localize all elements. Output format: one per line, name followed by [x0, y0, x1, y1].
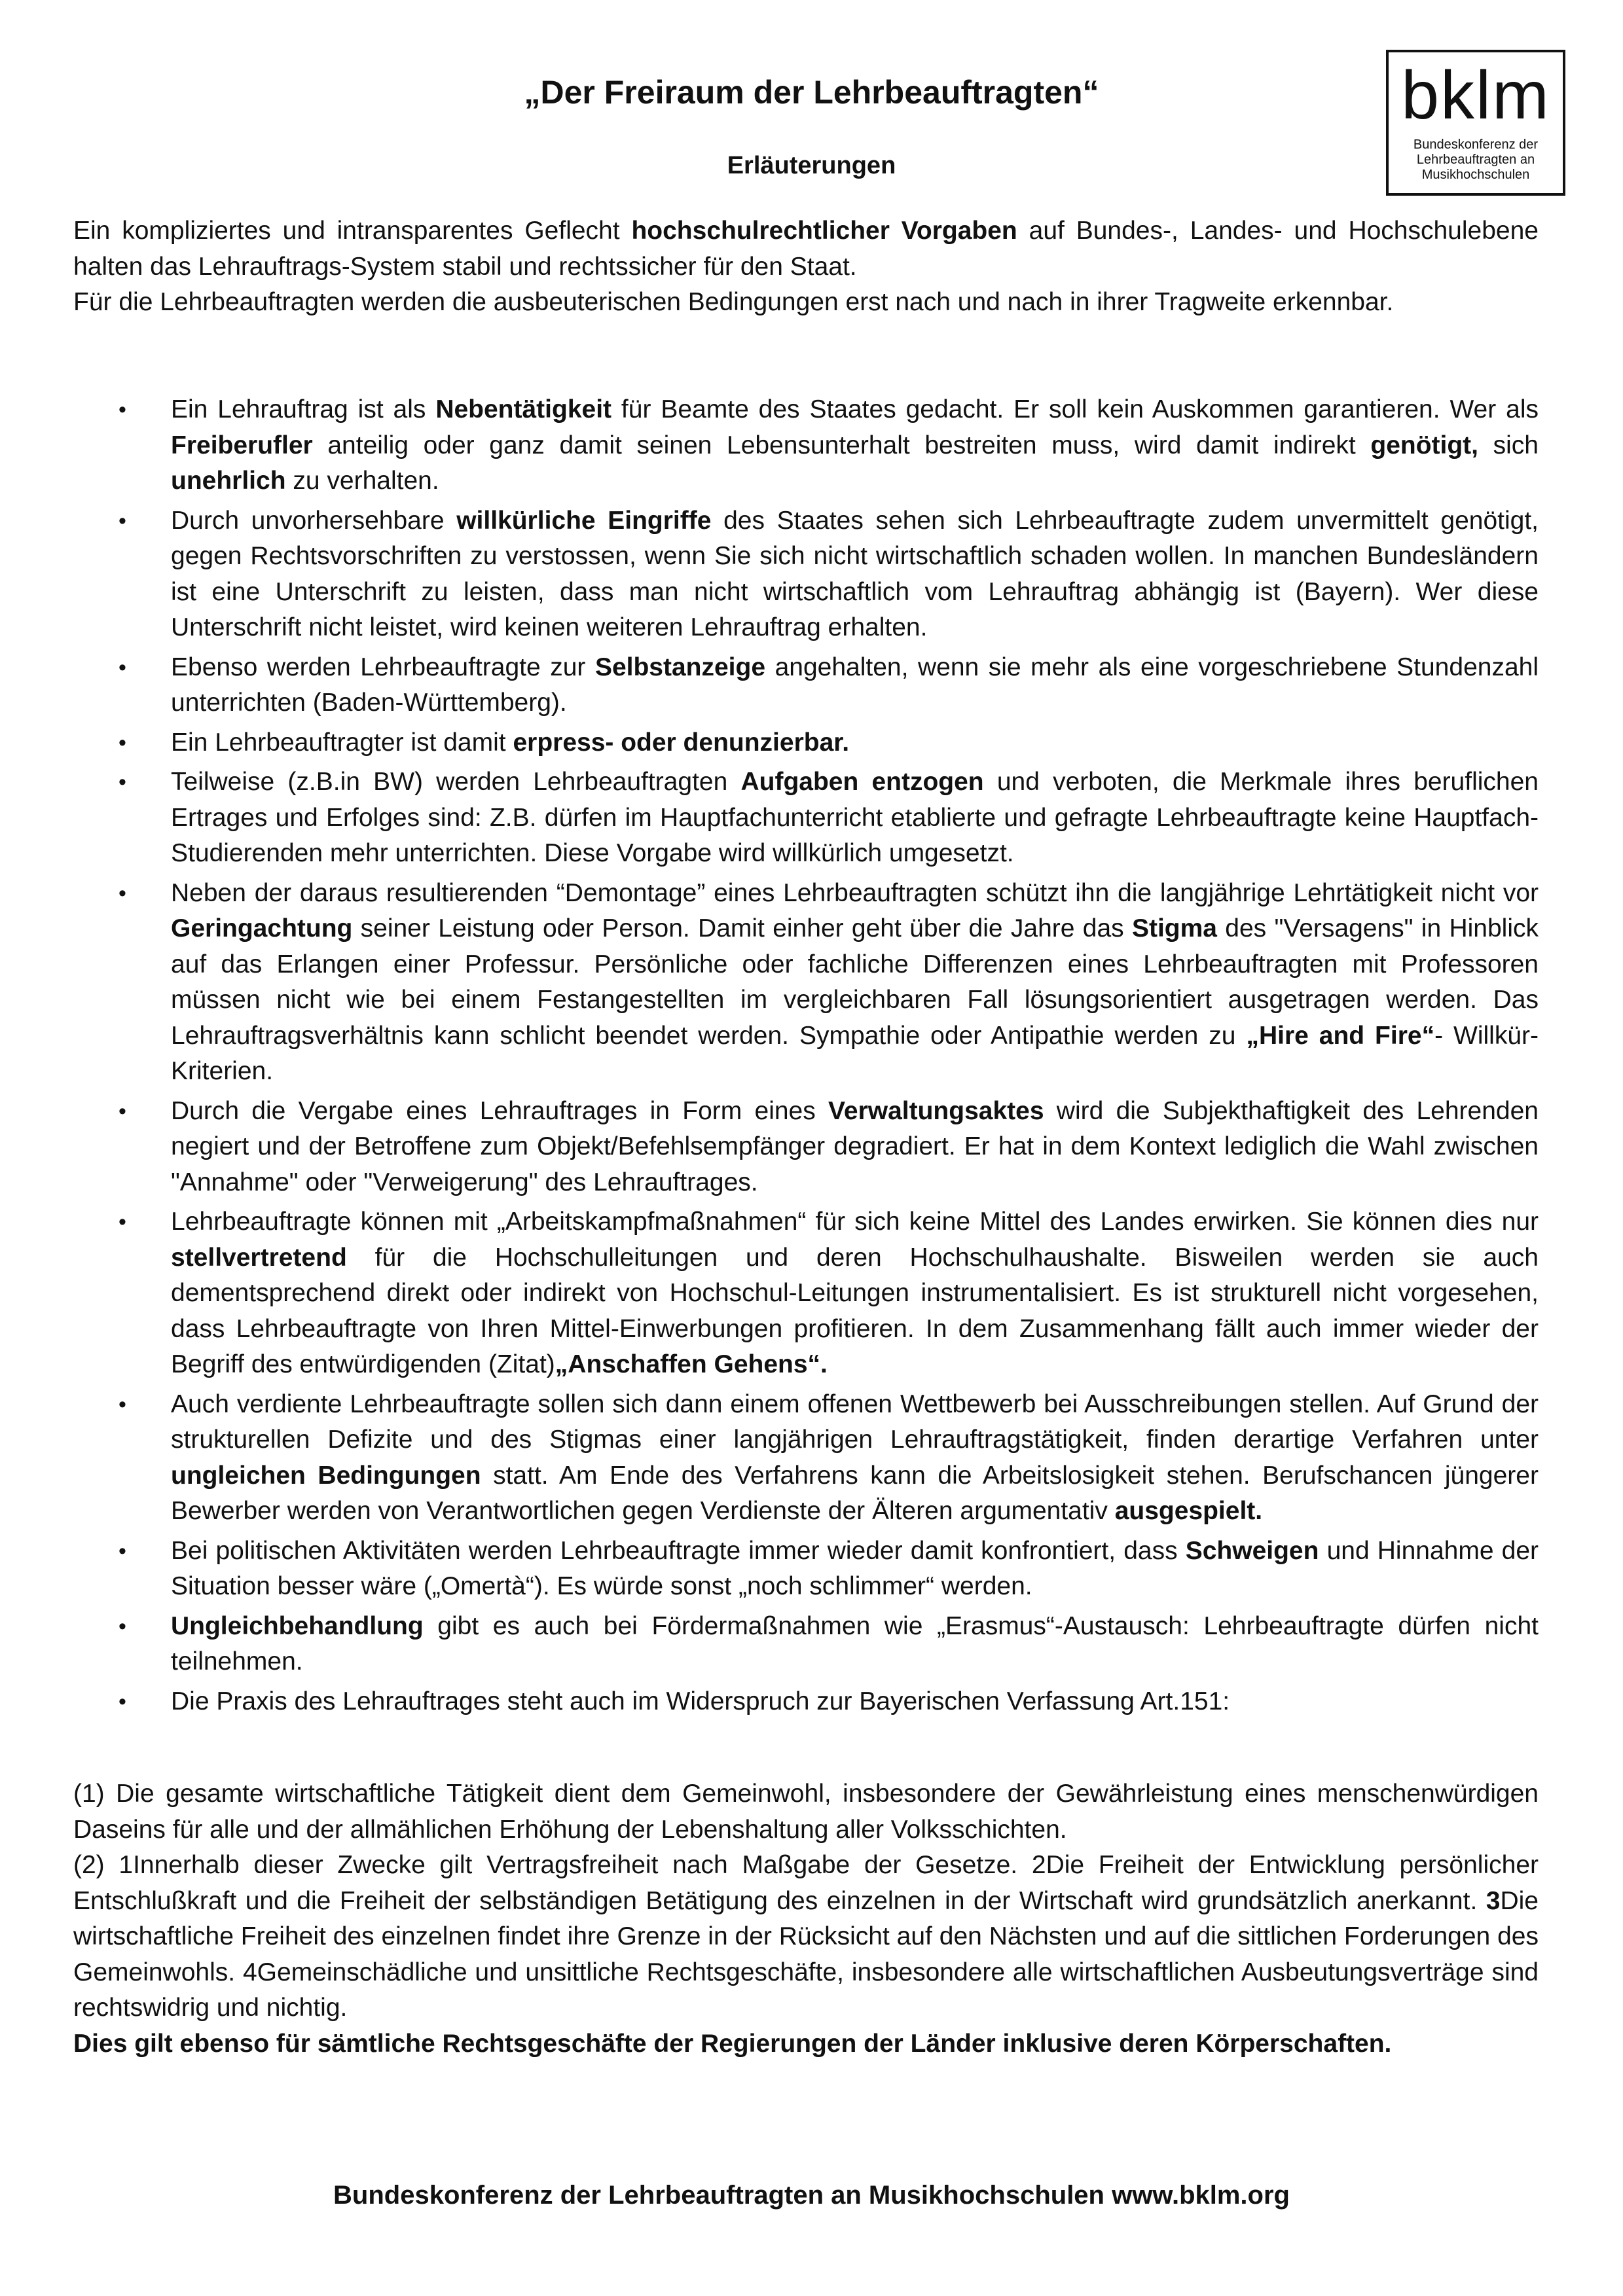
- text-run: Ein Lehrauftrag ist als: [171, 395, 436, 423]
- bold-phrase: Verwaltungsaktes: [828, 1096, 1044, 1125]
- bullet-item: [73, 1387, 1539, 1530]
- bold-phrase: willkürliche Eingriffe: [456, 506, 712, 535]
- bullet-icon: •: [119, 508, 126, 533]
- article-paragraph: [73, 2026, 1539, 2062]
- text-run: - Willkür-Kriterien.: [171, 1021, 1539, 1085]
- bullet-icon: •: [119, 397, 126, 422]
- bold-phrase: Nebentätigkeit: [435, 395, 612, 423]
- text-run: (2) 1Innerhalb dieser Zwecke gilt Vertragsfreiheit nach Maßgabe der Gesetze. 2Die Freiheit der Entwicklung persönlicher Entschlußkraft und die Freiheit der selbständigen Betätigung des einzelnen in der Wirtschaft wird grundsätzlich anerkannt.: [73, 1851, 1539, 1915]
- bullet-item: [73, 1534, 1539, 1605]
- text-run: Die wirtschaftliche Freiheit des einzelnen findet ihre Grenze in der Rücksicht auf den Nächsten und auf die sittlichen Forderungen des Gemeinwohls. 4Gemeinschädliche und unsittliche Rechtsgeschäfte, insbesondere alle wirtschaftlichen Ausbeutungsverträge sind rechtswidrig und nichtig.: [73, 1886, 1539, 2022]
- bold-phrase: Ungleichbehandlung: [171, 1611, 424, 1640]
- logo-mark: bklm: [1401, 58, 1550, 134]
- bold-phrase: Schweigen: [1185, 1536, 1319, 1565]
- bullet-icon: •: [119, 880, 126, 906]
- text-run: wird die Subjekthaftigkeit des Lehrenden negiert und der Betroffene zum Objekt/Befehlsempfänger degradiert. Er hat in dem Kontext lediglich die Wahl zwischen "Annahme" oder "Verweigerung" des Lehrauftrages.: [171, 1096, 1539, 1196]
- text-run: und verboten, die Merkmale ihres beruflichen Ertrages und Erfolges sind: Z.B. dürfen im Hauptfachunterricht etablierte und gefragte Lehrbeauftragte keine Hauptfach-Studierenden mehr unterrichten. Diese Vorgabe wird willkürlich umgesetzt.: [171, 768, 1539, 867]
- intro-section: [73, 213, 1539, 321]
- bullet-item: [73, 1094, 1539, 1201]
- bullet-list: [73, 392, 1539, 1719]
- bold-phrase: Geringachtung: [171, 914, 353, 942]
- bullet-item: [73, 1609, 1539, 1680]
- bold-phrase: Freiberufler: [171, 431, 313, 459]
- text-run: statt. Am Ende des Verfahrens kann die Arbeitslosigkeit stehen. Berufschancen jüngerer Bewerber werden von Verantwortlichen gegen Verdienste der Älteren argumentativ: [171, 1461, 1539, 1525]
- bullet-icon: •: [119, 1098, 126, 1124]
- text-run: seiner Leistung oder Person. Damit einher geht über die Jahre das: [352, 914, 1132, 942]
- bold-phrase: 3: [1486, 1886, 1501, 1915]
- bullet-list-section: [73, 392, 1539, 1723]
- bullet-item: [73, 392, 1539, 499]
- text-run: und Hinnahme der Situation besser wäre („Omertà“). Es würde sonst „noch schlimmer“ werden.: [171, 1536, 1539, 1600]
- text-run: gibt es auch bei Fördermaßnahmen wie „Erasmus“-Austausch: Lehrbeauftragte dürfen nicht teilnehmen.: [171, 1611, 1539, 1676]
- bullet-item: [73, 650, 1539, 721]
- text-run: sich: [1478, 431, 1539, 459]
- text-run: Neben der daraus resultierenden “Demontage” eines Lehrbeauftragten schützt ihn die langjährige Lehrtätigkeit nicht vor: [171, 878, 1539, 907]
- bold-phrase: Selbstanzeige: [594, 653, 766, 681]
- bold-phrase: ausgespielt.: [1114, 1497, 1263, 1525]
- text-run: des "Versagens" in Hinblick auf das Erlangen einer Professur. Persönliche oder fachliche Differenzen eines Lehrbeauftragten mit Professoren müssen nicht wie bei einem Festangestellten im vergleichbaren Fall lösungsorientiert ausgetragen werden. Das Lehrauftragsverhältnis kann schlicht beendet werden. Sympathie oder Antipathie werden zu: [171, 914, 1539, 1050]
- bullet-icon: •: [119, 1613, 126, 1639]
- bullet-icon: •: [119, 1391, 126, 1417]
- bullet-icon: •: [119, 1538, 126, 1564]
- bold-phrase: ungleichen Bedingungen: [171, 1461, 481, 1490]
- text-run: Für die Lehrbeauftragten werden die ausbeuterischen Bedingungen erst nach und nach in ihrer Tragweite erkennbar.: [73, 288, 1394, 316]
- text-run: Durch unvorhersehbare: [171, 506, 457, 535]
- article-paragraph: [73, 1776, 1539, 1848]
- bold-phrase: „Anschaffen Gehens“.: [555, 1350, 828, 1378]
- bold-phrase: stellvertretend: [171, 1243, 347, 1272]
- logo-subtitle: [1389, 137, 1563, 183]
- logo-line-2: Lehrbeauftragten an: [1416, 152, 1535, 167]
- text-run: anteilig oder ganz damit seinen Lebensunterhalt bestreiten muss, wird damit indirekt: [312, 431, 1371, 459]
- bklm-logo: [1386, 50, 1565, 196]
- bold-phrase: unehrlich: [171, 467, 286, 495]
- bullet-icon: •: [119, 730, 126, 755]
- document-subtitle: Erläuterungen: [727, 152, 896, 179]
- text-run: für die Hochschulleitungen und deren Hochschulhaushalte. Bisweilen werden sie auch dementsprechend direkt oder indirekt von Hochschul-Leitungen instrumentalisiert. Es ist strukturell nicht vorgesehen, dass Lehrbeauftragte von Ihren Mittel-Einwerbungen profitieren. In dem Zusammenhang fällt auch immer wieder der Begriff des entwürdigenden (Zitat): [171, 1243, 1539, 1378]
- text-run: Ein Lehrbeauftragter ist damit: [171, 728, 513, 757]
- text-run: Lehrbeauftragte können mit „Arbeitskampfmaßnahmen“ für sich keine Mittel des Landes erwirken. Sie können dies nur: [171, 1208, 1539, 1236]
- intro-paragraph: [73, 285, 1539, 321]
- footer: Bundeskonferenz der Lehrbeauftragten an Musikhochschulen www.bklm.org: [333, 2181, 1290, 2210]
- text-run: Teilweise (z.B.in BW) werden Lehrbeauftragten: [171, 768, 741, 796]
- constitution-article-section: [73, 1776, 1539, 2062]
- text-run: Ein kompliziertes und intransparentes Geflecht: [73, 217, 632, 245]
- text-run: Ebenso werden Lehrbeauftragte zur: [171, 653, 595, 681]
- bold-phrase: genötigt,: [1370, 431, 1479, 459]
- text-run: auf Bundes-, Landes- und Hochschulebene halten das Lehrauftrags-System stabil und rechtssicher für den Staat.: [73, 217, 1539, 281]
- text-run: Bei politischen Aktivitäten werden Lehrbeauftragte immer wieder damit konfrontiert, dass: [171, 1536, 1186, 1565]
- logo-line-1: Bundeskonferenz der: [1413, 137, 1539, 152]
- logo-line-3: Musikhochschulen: [1421, 168, 1530, 182]
- bold-phrase: Stigma: [1131, 914, 1217, 942]
- bold-phrase: „Hire and Fire“: [1246, 1021, 1435, 1050]
- bullet-item: [73, 876, 1539, 1090]
- text-run: Durch die Vergabe eines Lehrauftrages in Form eines: [171, 1096, 829, 1125]
- bullet-icon: •: [119, 770, 126, 795]
- text-run: zu verhalten.: [285, 467, 439, 495]
- text-run: des Staates sehen sich Lehrbeauftragte zudem unvermittelt genötigt, gegen Rechtsvorschriften zu verstossen, wenn Sie sich nicht wirtschaftlich schaden wollen. In manchen Bundesländern ist eine Unterschrift zu leisten, dass man nicht wirtschaftlich vom Lehrauftrag abhängig ist (Bayern). Wer diese Unterschrift nicht leistet, wird keinen weiteren Lehrauftrag erhalten.: [171, 506, 1539, 641]
- text-run: angehalten, wenn sie mehr als eine vorgeschriebene Stundenzahl unterrichten (Baden-Württemberg).: [171, 653, 1539, 717]
- text-run: für Beamte des Staates gedacht. Er soll kein Auskommen garantieren. Wer als: [611, 395, 1539, 423]
- bullet-item: [73, 764, 1539, 872]
- text-run: Die Praxis des Lehrauftrages steht auch im Widerspruch zur Bayerischen Verfassung Art.151:: [171, 1687, 1230, 1715]
- article-paragraph: [73, 1848, 1539, 2026]
- bold-phrase: Dies gilt ebenso für sämtliche Rechtsgeschäfte der Regierungen der Länder inklusive deren Körperschaften.: [73, 2029, 1392, 2058]
- bullet-item: [73, 1204, 1539, 1383]
- bullet-item: [73, 725, 1539, 761]
- text-run: Auch verdiente Lehrbeauftragte sollen sich dann einem offenen Wettbewerb bei Ausschreibungen stellen. Auf Grund der strukturellen Defizite und des Stigmas einer langjährigen Lehrauftragstätigkeit, finden derartige Verfahren unter: [171, 1390, 1539, 1454]
- document-title: „Der Freiraum der Lehrbeauftragten“: [524, 74, 1099, 111]
- bullet-icon: •: [119, 655, 126, 680]
- bullet-icon: •: [119, 1210, 126, 1234]
- bullet-item: [73, 503, 1539, 646]
- bold-phrase: erpress- oder denunzierbar.: [513, 728, 850, 757]
- bullet-icon: •: [119, 1689, 126, 1714]
- text-run: (1) Die gesamte wirtschaftliche Tätigkeit dient dem Gemeinwohl, insbesondere der Gewährleistung eines menschenwürdigen Daseins für alle und der allmählichen Erhöhung der Lebenshaltung aller Volksschichten.: [73, 1780, 1539, 1844]
- intro-paragraph: [73, 213, 1539, 285]
- bold-phrase: hochschulrechtlicher Vorgaben: [631, 217, 1017, 245]
- bold-phrase: Aufgaben entzogen: [740, 768, 984, 796]
- bullet-item: [73, 1684, 1539, 1720]
